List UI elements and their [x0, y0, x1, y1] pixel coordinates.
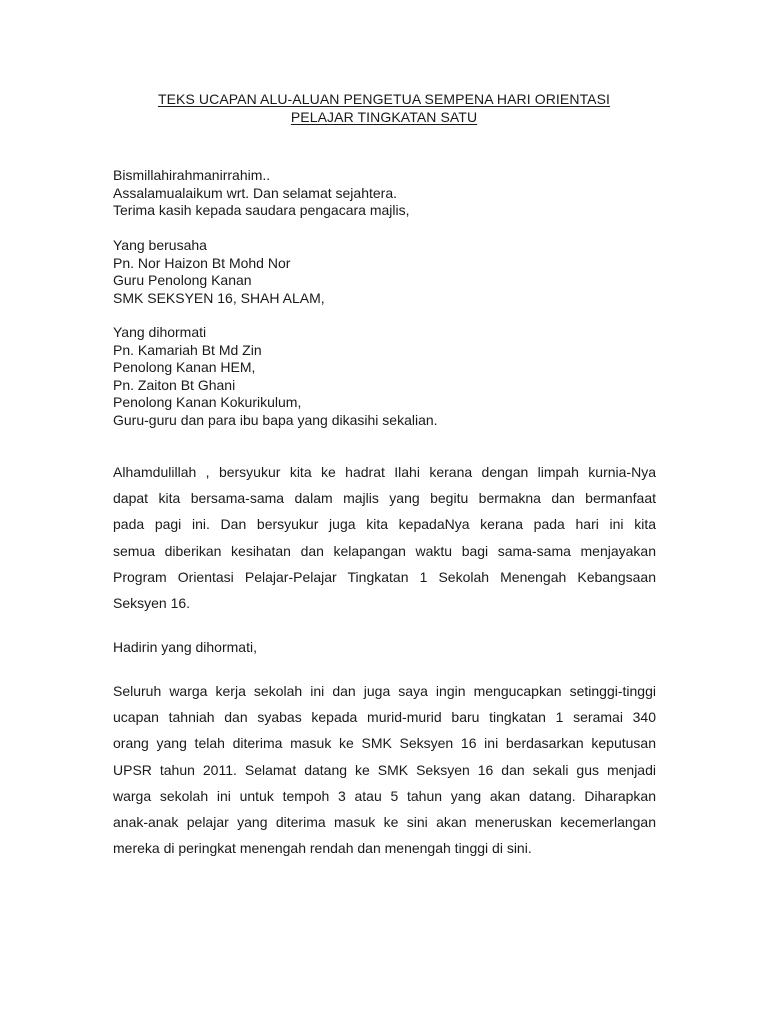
paragraph-line: dapat kita bersama-sama dalam majlis yang begitu bermakna dan bermanfaat	[113, 490, 656, 507]
paragraph-line: ucapan tahniah dan syabas kepada murid-murid baru tingkatan 1 seramai 340	[113, 709, 656, 726]
honorific-line: SMK SEKSYEN 16, SHAH ALAM,	[113, 289, 325, 306]
honorific-line: Yang berusaha	[113, 237, 207, 253]
paragraph-line: Program Orientasi Pelajar-Pelajar Tingkatan 1 Sekolah Menengah Kebangsaan	[113, 568, 656, 585]
paragraph-line: Seluruh warga kerja sekolah ini dan juga saya ingin mengucapkan setinggi-tinggi	[113, 683, 656, 699]
document-title-line-2: PELAJAR TINGKATAN SATU	[290, 109, 478, 125]
paragraph-line: UPSR tahun 2011. Selamat datang ke SMK Seksyen 16 dan sekali gus menjadi	[113, 761, 656, 778]
paragraph-1	[113, 459, 656, 616]
honorific-line: Yang dihormati	[113, 324, 207, 340]
honorific-line: Penolong Kanan Kokurikulum,	[113, 394, 302, 410]
paragraph-line: pada pagi ini. Dan bersyukur juga kita kepadaNya kerana pada hari ini kita	[113, 516, 656, 533]
document-title-line-1: TEKS UCAPAN ALU-ALUAN PENGETUA SEMPENA HARI ORIENTASI	[157, 91, 611, 107]
paragraph-line: warga sekolah ini untuk tempoh 3 atau 5 tahun yang akan datang. Diharapkan	[113, 787, 656, 804]
paragraph-line: Seksyen 16.	[113, 595, 191, 612]
paragraph-line: Alhamdulillah , bersyukur kita ke hadrat Ilahi kerana dengan limpah kurnia-Nya	[113, 464, 656, 480]
honorific-block-2	[113, 324, 673, 429]
honorific-line: Guru-guru dan para ibu bapa yang dikasihi sekalian.	[113, 411, 438, 428]
honorific-line: Pn. Nor Haizon Bt Mohd Nor	[113, 254, 291, 271]
honorific-line: Pn. Kamariah Bt Md Zin	[113, 341, 262, 358]
paragraph-line: anak-anak pelajar yang diterima masuk ke sini akan meneruskan kecemerlangan	[113, 814, 656, 831]
paragraph-2	[113, 678, 656, 861]
greeting-block	[113, 167, 673, 220]
honorific-line: Penolong Kanan HEM,	[113, 359, 256, 375]
greeting-line: Bismillahirahmanirrahim..	[113, 167, 271, 183]
hadirin-line: Hadirin yang dihormati,	[113, 639, 257, 655]
greeting-line: Assalamualaikum wrt. Dan selamat sejahtera.	[113, 184, 398, 201]
paragraph-line: orang yang telah diterima masuk ke SMK Seksyen 16 ini berdasarkan keputusan	[113, 735, 656, 752]
honorific-block-1	[113, 237, 673, 307]
paragraph-line: semua diberikan kesihatan dan kelapangan waktu bagi sama-sama menjayakan	[113, 542, 656, 559]
greeting-line: Terima kasih kepada saudara pengacara majlis,	[113, 202, 410, 218]
honorific-line: Pn. Zaiton Bt Ghani	[113, 376, 236, 393]
honorific-line: Guru Penolong Kanan	[113, 272, 252, 288]
paragraph-line: mereka di peringkat menengah rendah dan menengah tinggi di sini.	[113, 840, 532, 857]
